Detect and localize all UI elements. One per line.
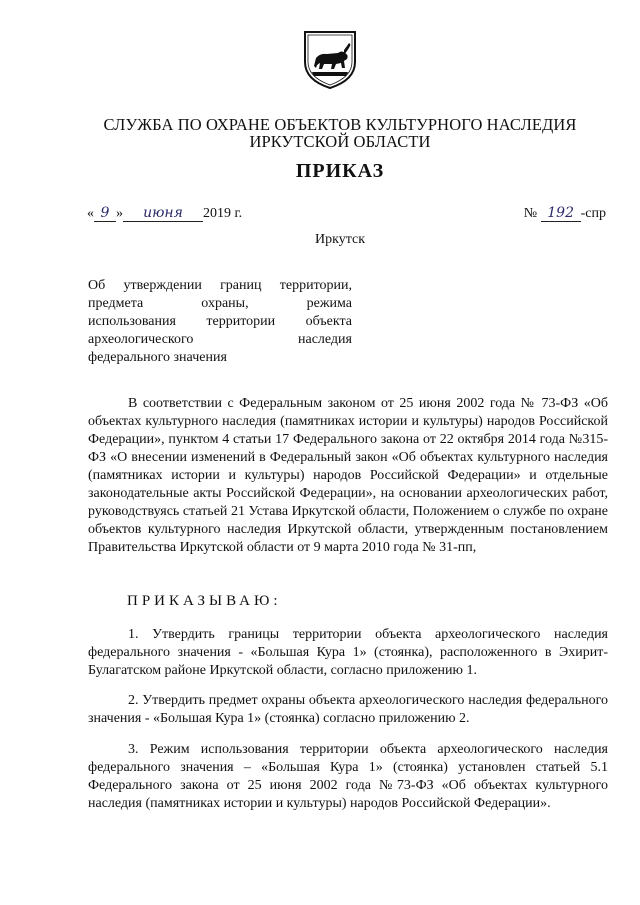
- order-item-1: 1. Утвердить границы территории объекта археологического наследия федерального значения - «Большая Кура 1» (стоянка), расположенного в Эхирит-Булагатском районе Иркутской области, согласно приложению 1.: [88, 627, 608, 678]
- date-open-quote: «: [87, 206, 94, 221]
- date-year: 2019 г.: [203, 206, 243, 221]
- order-heading: ПРИКАЗЫВАЮ:: [127, 593, 282, 609]
- date-close-quote: »: [116, 206, 123, 221]
- subject-line: Об утверждении границ территории,: [88, 278, 352, 293]
- number-suffix: -спр: [580, 206, 606, 221]
- coat-of-arms-emblem: [300, 28, 360, 90]
- document-type-title: ПРИКАЗ: [295, 160, 385, 182]
- organization-name-line1: СЛУЖБА ПО ОХРАНЕ ОБЪЕКТОВ КУЛЬТУРНОГО НАСЛЕДИЯ: [103, 115, 577, 134]
- date-month: июня: [123, 205, 203, 222]
- babr-emblem-icon: [300, 28, 360, 90]
- organization-name-line2: ИРКУТСКОЙ ОБЛАСТИ: [249, 132, 431, 151]
- subject-line: археологического наследия: [88, 332, 352, 347]
- date-day: 9: [94, 205, 116, 222]
- order-item-2: 2. Утвердить предмет охраны объекта археологического наследия федерального значения - «Большая Кура 1» (стоянка) согласно приложению 2.: [88, 693, 608, 726]
- preamble-paragraph: В соответствии с Федеральным законом от 25 июня 2002 года № 73-ФЗ «Об объектах культурного наследия (памятниках истории и культуры) народов Российской Федерации», пунктом 4 статьи 17 Федерального закона от 22 октября 2014 года №315-ФЗ «О внесении изменений в Федеральный закон «Об объектах культурного наследия (памятниках истории и культуры) народов Российской Федерации» и отдельные законодательные акты Российской Федерации», на основании археологических работ, руководствуясь статьей 21 Устава Иркутской области, Положением о службе по охране объектов культурного наследия Иркутской области, утвержденным постановлением Правительства Иркутской области от 9 марта 2010 года № 31-пп,: [88, 396, 608, 555]
- document-date: [87, 205, 242, 222]
- subject-line: использования территории объекта: [88, 314, 352, 329]
- document-subject: [88, 277, 352, 367]
- order-item-3: 3. Режим использования территории объекта археологического наследия федерального значения – «Большая Кура 1» (стоянка) установлен статьей 5.1 Федерального закона от 25 июня 2002 года №73-ФЗ «Об объектах культурного наследия (памятниках истории и культуры) народов Российской Федерации».: [88, 742, 608, 811]
- number-value: 192: [541, 205, 581, 222]
- document-city: Иркутск: [314, 232, 366, 247]
- subject-line: федерального значения: [88, 350, 227, 365]
- number-prefix: №: [523, 206, 538, 221]
- subject-line: предмета охраны, режима: [88, 296, 352, 311]
- document-number: [524, 205, 606, 222]
